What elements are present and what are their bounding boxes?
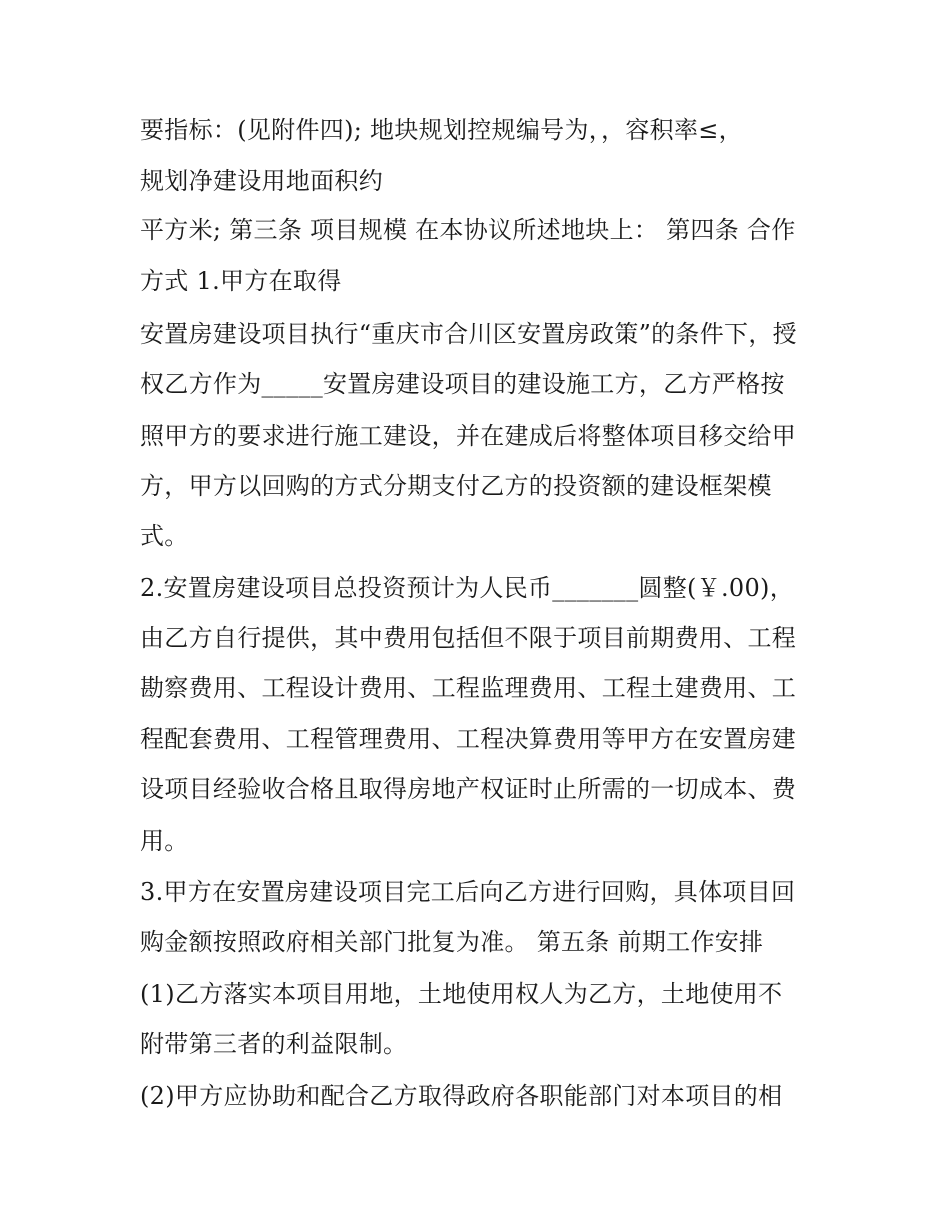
text-line: (2)甲方应协助和配合乙方取得政府各职能部门对本项目的相 [140, 1082, 783, 1110]
text-line: (1)乙方落实本项目用地，土地使用权人为乙方，土地使用不 [140, 980, 783, 1008]
text-line: 权乙方作为_____安置房建设项目的建设施工方，乙方严格按 [140, 370, 785, 398]
text-line: 程配套费用、工程管理费用、工程决算费用等甲方在安置房建 [140, 725, 797, 753]
text-line: 照甲方的要求进行施工建设，并在建成后将整体项目移交给甲 [140, 422, 797, 450]
text-line: 方式 1.甲方在取得 [140, 267, 342, 295]
text-line: 要指标：(见附件四); 地块规划控规编号为，，容积率≤， [140, 116, 743, 144]
text-line: 购金额按照政府相关部门批复为准。 第五条 前期工作安排 [140, 928, 764, 956]
text-line: 方，甲方以回购的方式分期支付乙方的投资额的建设框架模 [140, 472, 772, 500]
text-line: 勘察费用、工程设计费用、工程监理费用、工程土建费用、工 [140, 674, 797, 702]
text-line: 设项目经验收合格且取得房地产权证时止所需的一切成本、费 [140, 775, 797, 803]
text-line: 2.安置房建设项目总投资预计为人民币_______圆整(￥.00)， [140, 574, 794, 602]
text-line: 用。 [140, 827, 189, 855]
text-line: 平方米; 第三条 项目规模 在本协议所述地块上： 第四条 合作 [140, 216, 796, 244]
text-line: 3.甲方在安置房建设项目完工后向乙方进行回购，具体项目回 [140, 878, 796, 906]
text-line: 由乙方自行提供，其中费用包括但不限于项目前期费用、工程 [140, 624, 797, 652]
text-line: 规划净建设用地面积约 [140, 167, 383, 195]
text-line: 安置房建设项目执行“重庆市合川区安置房政策”的条件下，授 [140, 320, 797, 348]
text-line: 式。 [140, 522, 189, 550]
text-line: 附带第三者的利益限制。 [140, 1030, 408, 1058]
